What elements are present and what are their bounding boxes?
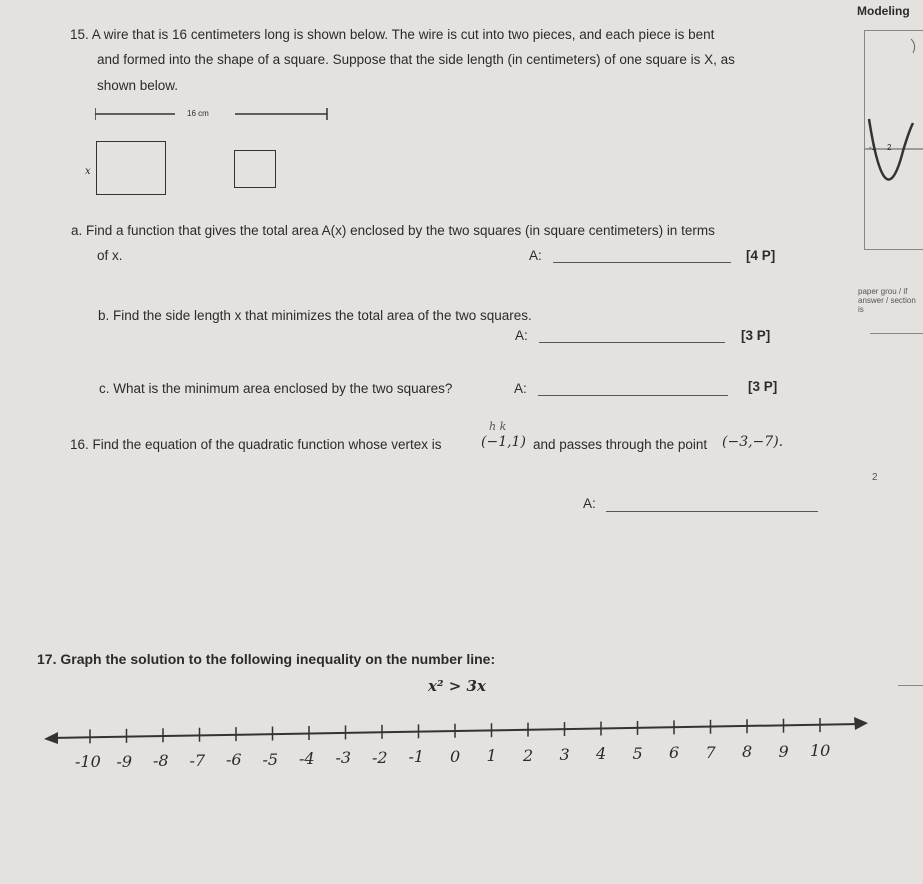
q15b-points: [3 P]	[741, 328, 771, 343]
graph-tick-note: -1	[869, 143, 877, 152]
tick-label: -9	[116, 751, 133, 771]
tick-label: -2	[372, 747, 388, 767]
q16-vertex-notes: h k	[489, 420, 507, 433]
tick-label: 8	[742, 742, 753, 762]
wire-length-label: 16 cm	[187, 109, 209, 118]
margin-divider	[870, 333, 923, 334]
q15a-text-line2: of x.	[97, 248, 123, 263]
q16-vertex: (−1,1)	[481, 434, 526, 450]
margin-divider-2	[898, 685, 923, 686]
square-side-label: x	[85, 166, 91, 177]
q16-answer-blank[interactable]	[606, 511, 818, 512]
margin-side-note: paper grou / if answer / section is	[858, 287, 916, 314]
tick-label: 0	[450, 746, 461, 766]
tick-label: 9	[778, 741, 789, 761]
q15c-points: [3 P]	[748, 379, 778, 394]
q15b-answer-label: A:	[515, 328, 528, 343]
q15-text-line2: and formed into the shape of a square. Suppose that the side length (in centimeters) of one square is X, as	[97, 52, 735, 67]
tick-label: -10	[75, 752, 101, 772]
q15a-answer-blank[interactable]	[553, 262, 731, 263]
tick-label: -1	[408, 747, 425, 767]
q15a-answer-label: A:	[529, 248, 542, 263]
tick-label: 5	[632, 743, 643, 763]
tick-label: -5	[262, 749, 279, 769]
tick-label: -8	[153, 751, 169, 771]
graph-tick-note-2: 2	[887, 143, 892, 152]
q15c-answer-blank[interactable]	[538, 395, 728, 396]
tick-label: 6	[669, 743, 680, 763]
q17-inequality: x² > 3x	[428, 677, 486, 695]
q15-text-line1: 15. A wire that is 16 centimeters long is shown below. The wire is cut into two pieces, and each piece is bent	[70, 27, 715, 42]
tick-label: -4	[299, 749, 315, 768]
tick-label: 4	[596, 744, 607, 764]
large-square	[96, 141, 166, 195]
number-line-left-arrow	[44, 732, 58, 744]
margin-paren-mark	[911, 39, 915, 53]
q16-point: (−3,−7).	[722, 434, 784, 450]
q16-text-prefix: 16. Find the equation of the quadratic function whose vertex is	[70, 437, 442, 452]
q15a-text-line1: a. Find a function that gives the total area A(x) enclosed by the two squares (in square centimeters) in terms	[71, 223, 715, 238]
q15c-answer-label: A:	[514, 381, 527, 396]
q15a-points: [4 P]	[746, 248, 776, 263]
tick-label: 1	[486, 746, 497, 766]
q16-answer-label: A:	[583, 496, 596, 511]
margin-stray-mark: 2	[872, 472, 878, 483]
q15b-text: b. Find the side length x that minimizes the total area of the two squares.	[98, 308, 532, 323]
q16-text-mid: and passes through the point	[533, 437, 708, 452]
tick-label: -6	[226, 750, 242, 770]
q15b-answer-blank[interactable]	[539, 342, 725, 343]
q15c-text: c. What is the minimum area enclosed by the two squares?	[99, 381, 453, 396]
margin-graph-panel	[864, 30, 923, 250]
tick-label: -7	[189, 750, 206, 770]
section-label: Modeling	[857, 4, 910, 18]
number-line-ticks	[90, 718, 820, 743]
tick-label: 3	[559, 745, 570, 765]
tick-label: 2	[523, 745, 534, 765]
q15-text-line3: shown below.	[97, 78, 179, 93]
margin-parabola-graph	[865, 31, 923, 249]
small-square	[234, 150, 276, 188]
wire-diagram	[95, 104, 335, 124]
q17-text: 17. Graph the solution to the following inequality on the number line:	[37, 651, 496, 667]
tick-label: 7	[705, 742, 716, 762]
number-line-right-arrow	[854, 717, 868, 730]
tick-label: -3	[335, 748, 352, 768]
tick-label: 10	[810, 741, 831, 761]
